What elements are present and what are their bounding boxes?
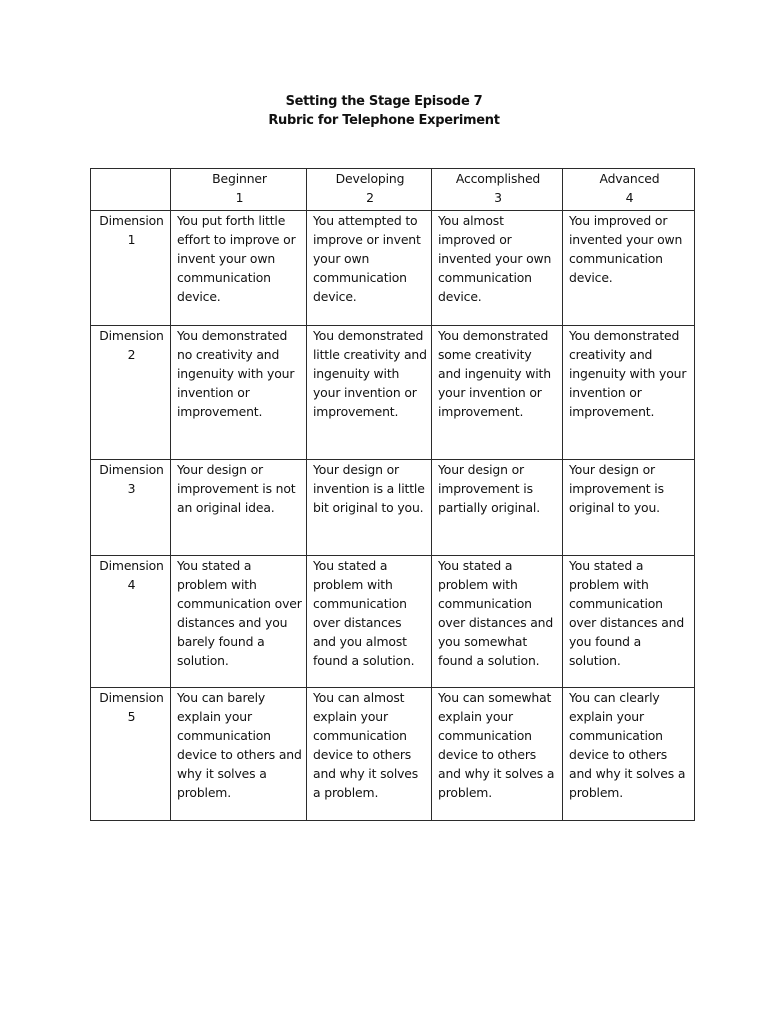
rubric-cell-developing: You attempted to improve or invent your own communication device. <box>307 211 432 326</box>
dimension-number: 5 <box>127 709 136 724</box>
level-header-accomplished <box>432 169 563 211</box>
dimension-label: Dimension <box>99 558 164 573</box>
rubric-cell-developing: You can almost explain your communication device to others and why it solves a problem. <box>307 688 432 821</box>
dimension-label: Dimension <box>99 213 164 228</box>
level-header-beginner <box>171 169 307 211</box>
rubric-cell-beginner: Your design or improvement is not an original idea. <box>171 460 307 556</box>
dimension-number: 4 <box>127 577 136 592</box>
rubric-cell-advanced: You improved or invented your own communication device. <box>563 211 695 326</box>
level-header-developing <box>307 169 432 211</box>
document-title <box>0 92 768 130</box>
header-corner-cell <box>91 169 171 211</box>
rubric-cell-developing: You demonstrated little creativity and ingenuity with your invention or improvement. <box>307 326 432 460</box>
level-score: 4 <box>625 190 634 205</box>
dimension-label-cell <box>91 211 171 326</box>
table-row <box>91 460 695 556</box>
rubric-cell-beginner: You put forth little effort to improve or invent your own communication device. <box>171 211 307 326</box>
rubric-cell-advanced: Your design or improvement is original to you. <box>563 460 695 556</box>
dimension-label-cell <box>91 326 171 460</box>
dimension-number: 2 <box>127 347 136 362</box>
dimension-label-cell <box>91 460 171 556</box>
rubric-cell-accomplished: You almost improved or invented your own communication device. <box>432 211 563 326</box>
dimension-label: Dimension <box>99 328 164 343</box>
rubric-cell-accomplished: Your design or improvement is partially original. <box>432 460 563 556</box>
rubric-cell-accomplished: You demonstrated some creativity and ingenuity with your invention or improvement. <box>432 326 563 460</box>
rubric-table <box>90 168 695 821</box>
dimension-label: Dimension <box>99 462 164 477</box>
level-score: 2 <box>366 190 374 205</box>
dimension-label-cell <box>91 688 171 821</box>
title-line-2: Rubric for Telephone Experiment <box>268 113 500 128</box>
dimension-label-cell <box>91 556 171 688</box>
level-name: Developing <box>335 171 405 186</box>
level-name: Accomplished <box>455 171 541 186</box>
level-header-advanced <box>563 169 695 211</box>
level-score: 3 <box>494 190 502 205</box>
rubric-cell-beginner: You stated a problem with communication over distances and you barely found a solution. <box>171 556 307 688</box>
table-row <box>91 688 695 821</box>
level-name: Advanced <box>599 171 660 186</box>
title-line-1: Setting the Stage Episode 7 <box>285 94 483 109</box>
rubric-cell-beginner: You demonstrated no creativity and ingenuity with your invention or improvement. <box>171 326 307 460</box>
rubric-cell-advanced: You demonstrated creativity and ingenuity with your invention or improvement. <box>563 326 695 460</box>
level-name: Beginner <box>212 171 267 186</box>
rubric-cell-beginner: You can barely explain your communication device to others and why it solves a problem. <box>171 688 307 821</box>
dimension-number: 3 <box>127 481 136 496</box>
dimension-label: Dimension <box>99 690 164 705</box>
dimension-number: 1 <box>127 232 136 247</box>
table-row <box>91 211 695 326</box>
table-row <box>91 326 695 460</box>
rubric-cell-accomplished: You can somewhat explain your communication device to others and why it solves a problem. <box>432 688 563 821</box>
rubric-cell-developing: You stated a problem with communication over distances and you almost found a solution. <box>307 556 432 688</box>
level-score: 1 <box>235 190 244 205</box>
table-row <box>91 556 695 688</box>
rubric-cell-advanced: You stated a problem with communication over distances and you found a solution. <box>563 556 695 688</box>
rubric-cell-advanced: You can clearly explain your communication device to others and why it solves a problem. <box>563 688 695 821</box>
header-row <box>91 169 695 211</box>
rubric-cell-accomplished: You stated a problem with communication over distances and you somewhat found a solution. <box>432 556 563 688</box>
rubric-cell-developing: Your design or invention is a little bit original to you. <box>307 460 432 556</box>
